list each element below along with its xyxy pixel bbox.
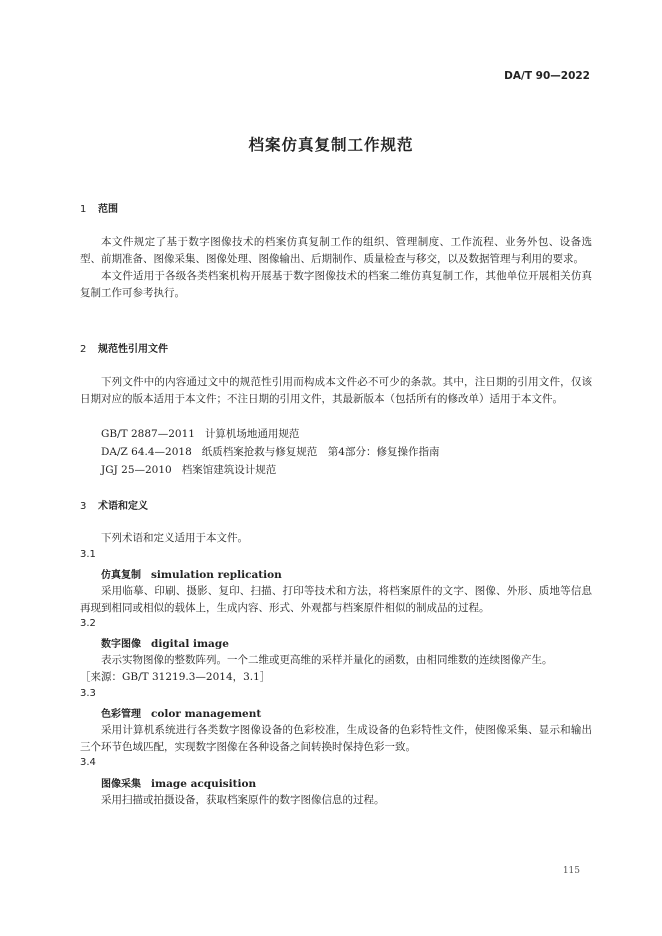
term-definition: [80, 652, 592, 686]
term-chinese: 色彩管理: [101, 709, 141, 720]
term-chinese: 仿真复制: [101, 570, 141, 581]
reference-code: JGJ 25—2010: [101, 464, 172, 476]
term-chinese: 数字图像: [101, 639, 141, 650]
section-heading-scope: [80, 200, 118, 215]
reference-title: 计算机场地通用规范: [204, 428, 300, 440]
term-heading: [101, 566, 282, 581]
terms-intro: [80, 530, 592, 547]
term-number: 3.1: [80, 549, 96, 560]
reference-item: [101, 444, 439, 459]
reference-item: [101, 462, 276, 477]
term-definition: [80, 722, 592, 756]
section-title: 范围: [98, 204, 118, 215]
reference-title: 档案馆建筑设计规范: [181, 464, 277, 476]
normative-intro-paragraph: 下列文件中的内容通过文中的规范性引用而构成本文件必不可少的条款。其中，注日期的引用文件，仅该日期对应的版本适用于本文件；不注日期的引用文件，其最新版本（包括所有的修改单）适用于本文件。: [80, 376, 592, 405]
section-number: 2: [80, 344, 87, 355]
term-english: digital image: [151, 638, 229, 650]
term-heading: [101, 705, 261, 720]
page-title: 档案仿真复制工作规范: [248, 136, 414, 154]
term-number: 3.2: [80, 618, 96, 629]
term-heading: [101, 635, 229, 650]
term-heading: [101, 775, 256, 790]
term-english: image acquisition: [151, 778, 257, 790]
term-definition: [80, 583, 592, 617]
reference-code: GB/T 2887—2011: [101, 428, 195, 440]
reference-title: 纸质档案抢救与修复规范 第4部分：修复操作指南: [201, 446, 440, 458]
terms-intro-paragraph: 下列术语和定义适用于本文件。: [101, 532, 248, 544]
section-heading-terms: [80, 497, 148, 512]
scope-paragraph-1: 本文件规定了基于数字图像技术的档案仿真复制工作的组织、管理制度、工作流程、业务外包、设备选型、前期准备、图像采集、图像处理、图像输出、后期制作、质量检查与移交，以及数据管理与利用的要求。: [80, 236, 592, 265]
reference-item: [101, 426, 299, 441]
term-definition-text: 采用扫描或拍摄设备，获取档案原件的数字图像信息的过程。: [101, 794, 385, 806]
reference-code: DA/Z 64.4—2018: [101, 446, 192, 458]
normative-intro: [80, 374, 592, 408]
page-number: 115: [562, 866, 580, 876]
term-chinese: 图像采集: [101, 779, 141, 790]
term-definition-text: 表示实物图像的整数阵列。一个二维或更高维的采样并量化的函数，由相同维数的连续图像产生。: [101, 654, 553, 666]
standard-number: DA/T 90—2022: [504, 70, 590, 82]
term-definition: [80, 792, 592, 809]
section-title: 术语和定义: [98, 501, 148, 512]
term-english: simulation replication: [151, 569, 282, 581]
term-definition-text: 采用临摹、印刷、摄影、复印、扫描、打印等技术和方法，将档案原件的文字、图像、外形、质地等信息再现到相同或相似的载体上，生成内容、形式、外观都与档案原件相似的制成品的过程。: [80, 585, 592, 614]
term-number: 3.3: [80, 688, 96, 699]
section-number: 3: [80, 501, 87, 512]
section-number: 1: [80, 204, 87, 215]
section-title: 规范性引用文件: [98, 344, 168, 355]
scope-paragraph-2: 本文件适用于各级各类档案机构开展基于数字图像技术的档案二维仿真复制工作，其他单位开展相关仿真复制工作可参考执行。: [80, 270, 592, 299]
scope-text: [80, 234, 592, 302]
term-source: ［来源：GB/T 31219.3—2014，3.1］: [80, 671, 271, 683]
section-heading-normative: [80, 340, 168, 355]
term-english: color management: [151, 708, 262, 720]
term-number: 3.4: [80, 757, 96, 768]
term-definition-text: 采用计算机系统进行各类数字图像设备的色彩校准，生成设备的色彩特性文件，使图像采集、显示和输出三个环节色域匹配，实现数字图像在各种设备之间转换时保持色彩一致。: [80, 724, 592, 753]
